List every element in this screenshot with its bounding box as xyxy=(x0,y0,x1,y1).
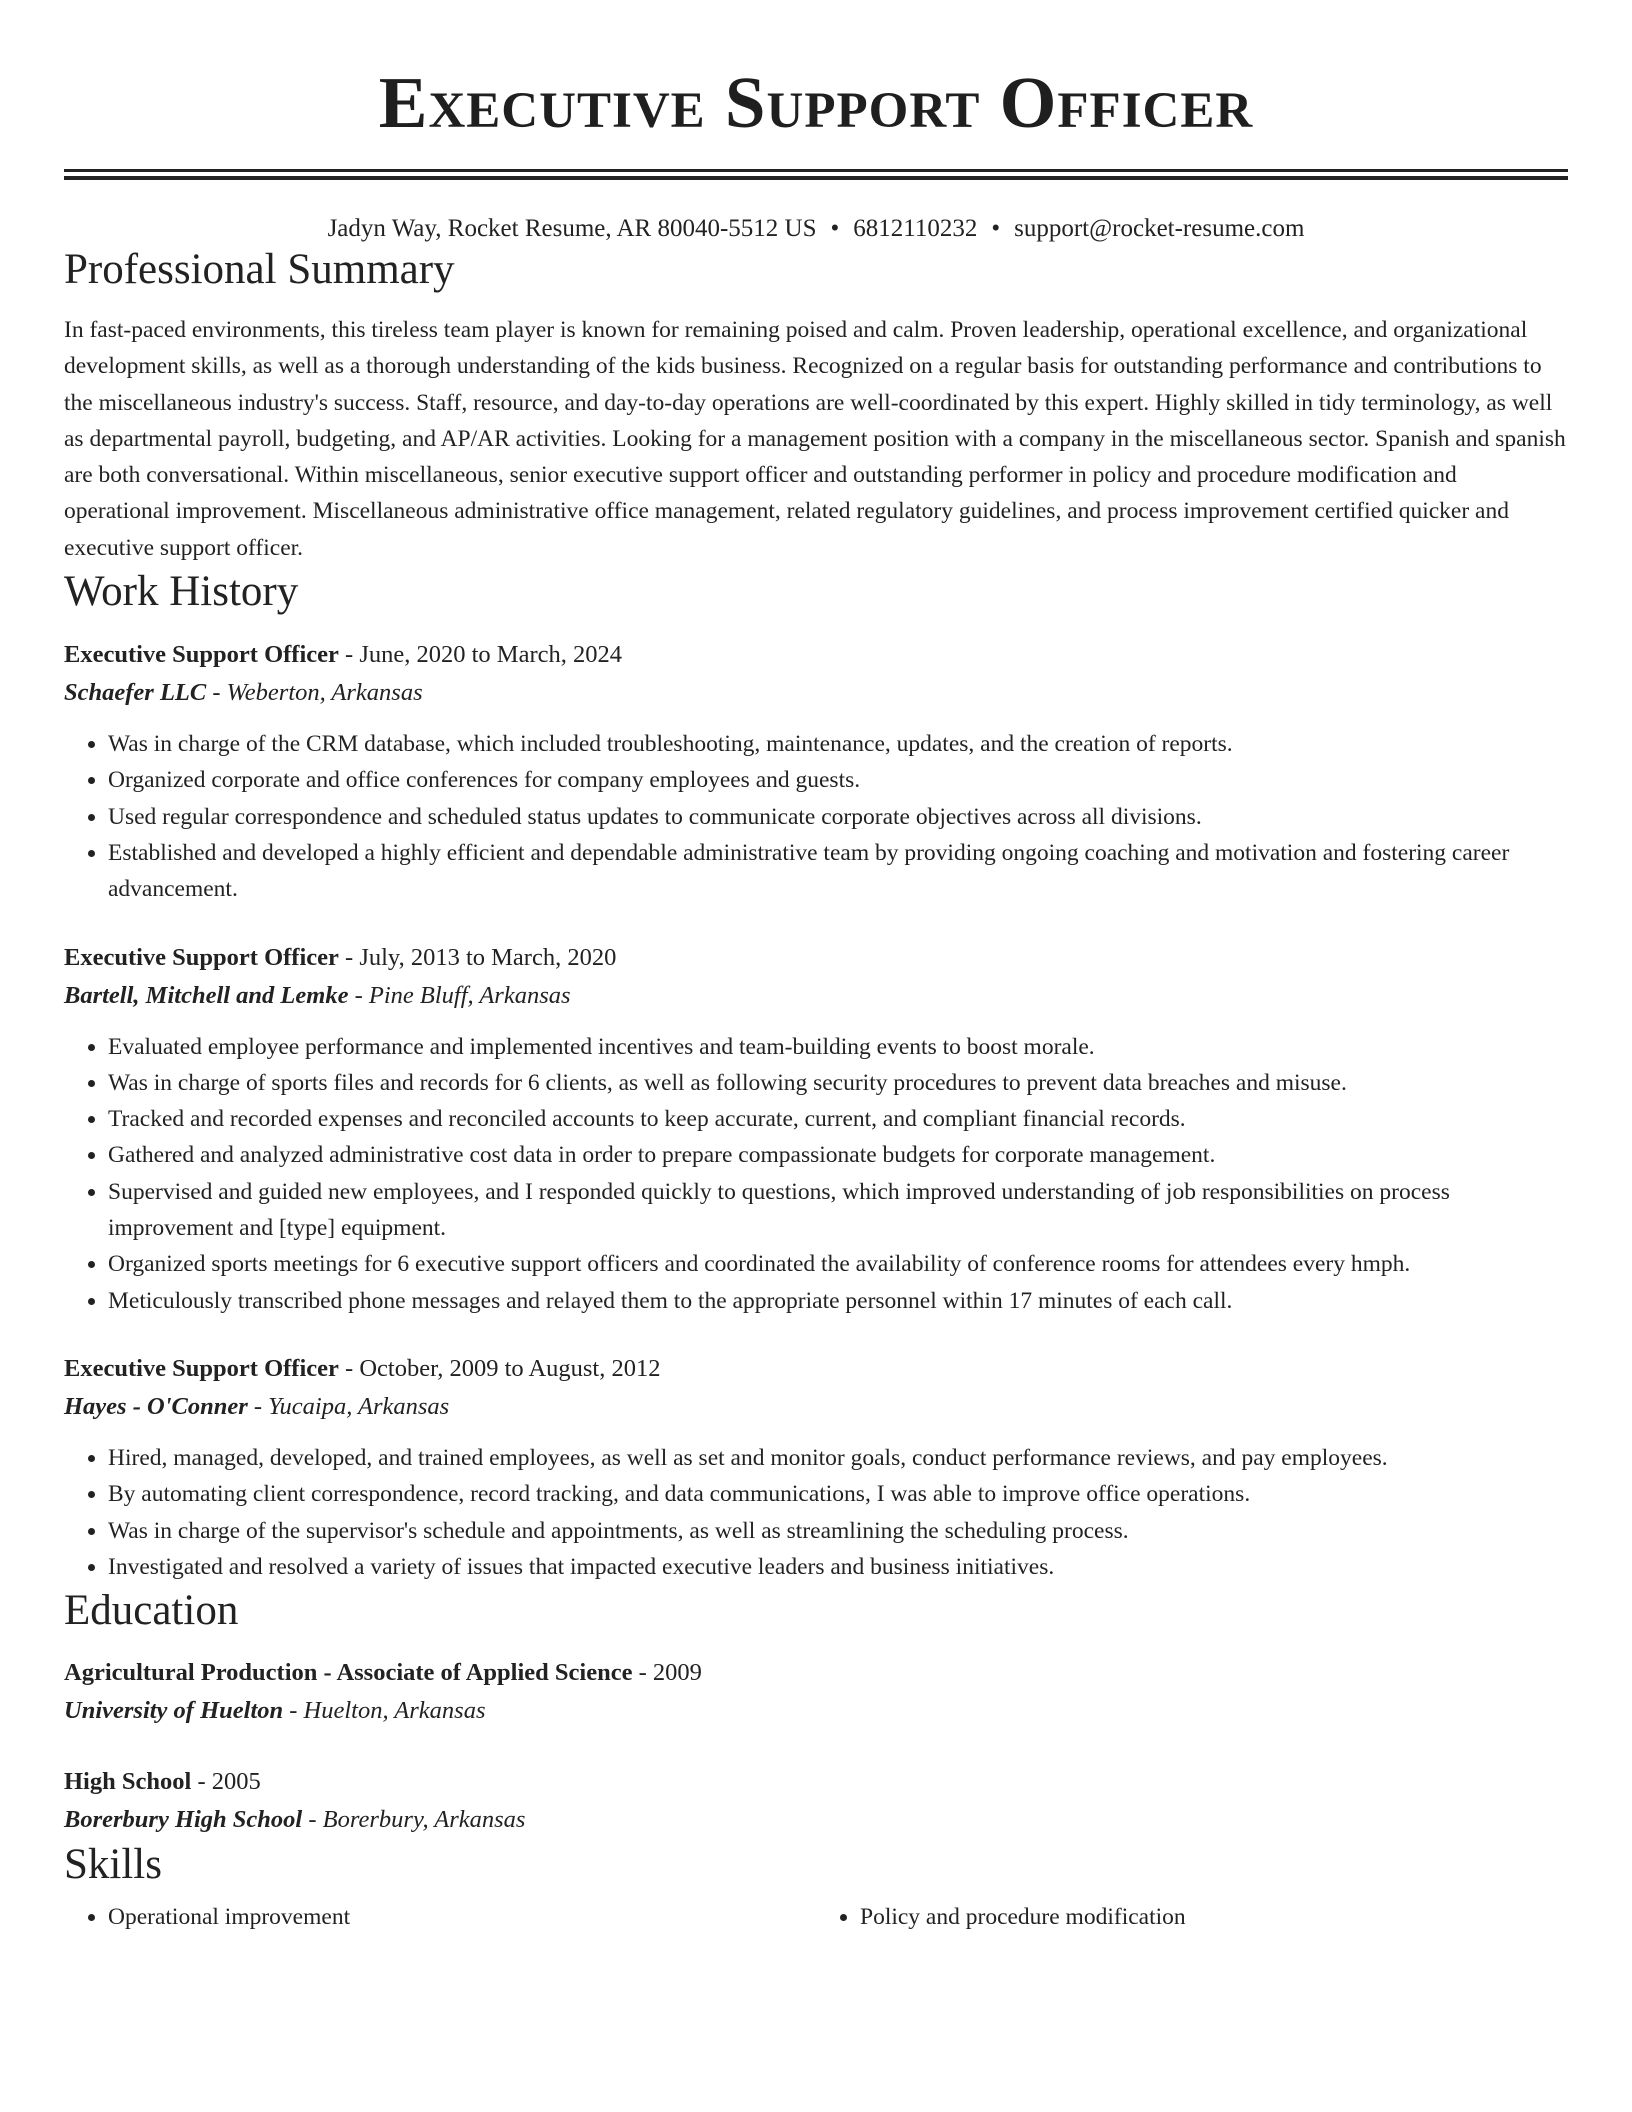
list-item: • Organized corporate and office conferences for company employees and guests. xyxy=(108,762,1568,798)
degree-name: Agricultural Production - Associate of Applied Science xyxy=(64,1659,633,1687)
job-title-line xyxy=(64,1350,1568,1388)
job-bullets xyxy=(64,1029,1568,1319)
contact-line xyxy=(64,214,1568,244)
job-entry xyxy=(64,636,1568,907)
job-title: Executive Support Officer xyxy=(64,943,339,971)
list-item: • Was in charge of the supervisor's schedule and appointments, as well as streamlining the scheduling process. xyxy=(108,1513,1568,1549)
degree-year: - 2005 xyxy=(191,1768,261,1796)
degree-year: - 2009 xyxy=(632,1659,702,1687)
employer-location: - Yucaipa, Arkansas xyxy=(247,1392,450,1420)
job-entry xyxy=(64,939,1568,1319)
work-history-heading: Work History xyxy=(64,568,299,616)
job-title: Executive Support Officer xyxy=(64,1354,339,1382)
employer-line xyxy=(64,674,1568,712)
list-item: • Used regular correspondence and scheduled status updates to communicate corporate objectives across all divisions. xyxy=(108,799,1568,835)
contact-separator: • xyxy=(830,215,840,242)
school-name: University of Huelton xyxy=(64,1697,284,1725)
employer-location: - Weberton, Arkansas xyxy=(206,679,423,707)
list-item: • Was in charge of the CRM database, which included troubleshooting, maintenance, updates, and the creation of reports. xyxy=(108,726,1568,762)
list-item: • Gathered and analyzed administrative cost data in order to prepare compassionate budgets for corporate management. xyxy=(108,1137,1568,1173)
title-rule-top xyxy=(64,169,1568,172)
list-item: • Was in charge of sports files and records for 6 clients, as well as following security procedures to prevent data breaches and misuse. xyxy=(108,1065,1568,1101)
contact-address: Jadyn Way, Rocket Resume, AR 80040-5512 US xyxy=(327,215,817,242)
list-item: • Supervised and guided new employees, and I responded quickly to questions, which improved understanding of job responsibilities on process improvement and [type] equipment. xyxy=(108,1174,1568,1247)
degree-line xyxy=(64,1763,1568,1801)
skills-column-right xyxy=(816,1899,1568,1935)
job-bullets xyxy=(64,726,1568,907)
education-entry xyxy=(64,1654,1568,1730)
list-item: • By automating client correspondence, record tracking, and data communications, I was able to improve office operations. xyxy=(108,1476,1568,1512)
list-item: • Tracked and recorded expenses and reconciled accounts to keep accurate, current, and compliant financial records. xyxy=(108,1101,1568,1137)
list-item: • Organized sports meetings for 6 executive support officers and coordinated the availability of conference rooms for attendees every hmph. xyxy=(108,1246,1568,1282)
job-dates: - October, 2009 to August, 2012 xyxy=(338,1354,661,1382)
list-item: • Hired, managed, developed, and trained employees, as well as set and monitor goals, conduct performance reviews, and pay employees. xyxy=(108,1440,1568,1476)
job-title-line xyxy=(64,939,1568,977)
job-title-line xyxy=(64,636,1568,674)
education-heading: Education xyxy=(64,1587,239,1635)
employer-name: Schaefer LLC xyxy=(64,679,207,707)
contact-email: support@rocket-resume.com xyxy=(1014,215,1305,242)
list-item: • Investigated and resolved a variety of issues that impacted executive leaders and business initiatives. xyxy=(108,1549,1568,1585)
school-location: - Huelton, Arkansas xyxy=(283,1697,486,1725)
employer-name: Hayes - O'Conner xyxy=(64,1392,248,1420)
list-item: • Established and developed a highly efficient and dependable administrative team by providing ongoing coaching and motivation and fostering career advancement. xyxy=(108,835,1568,908)
employer-line xyxy=(64,977,1568,1015)
list-item: • Policy and procedure modification xyxy=(860,1899,1568,1935)
list-item: • Operational improvement xyxy=(108,1899,816,1935)
summary-heading: Professional Summary xyxy=(64,246,455,293)
school-location: - Borerbury, Arkansas xyxy=(302,1806,526,1834)
employer-name: Bartell, Mitchell and Lemke xyxy=(64,981,349,1009)
job-dates: - July, 2013 to March, 2020 xyxy=(338,943,617,971)
job-dates: - June, 2020 to March, 2024 xyxy=(338,641,622,669)
summary-text: In fast-paced environments, this tireless team player is known for remaining poised and calm. Proven leadership, operational excellence, and organizational development skills, as well as a thorough understanding of the kids business. Recognized on a regular basis for outstanding performance and contributions to the miscellaneous industry's success. Staff, resource, and day-to-day operations are well-coordinated by this expert. Highly skilled in tidy terminology, as well as departmental payroll, budgeting, and AP/AR activities. Looking for a management position with a company in the miscellaneous sector. Spanish and spanish are both conversational. Within miscellaneous, senior executive support officer and outstanding performer in policy and procedure modification and operational improvement. Miscellaneous administrative office management, related regulatory guidelines, and process improvement certified quicker and executive support officer. xyxy=(64,317,1566,561)
title-rule-bottom xyxy=(64,176,1568,180)
job-title: Executive Support Officer xyxy=(64,641,339,669)
employer-line xyxy=(64,1388,1568,1426)
skills-column-left xyxy=(64,1899,816,1935)
skills-heading: Skills xyxy=(64,1841,162,1889)
school-name: Borerbury High School xyxy=(64,1806,303,1834)
list-item: • Meticulously transcribed phone messages and relayed them to the appropriate personnel within 17 minutes of each call. xyxy=(108,1283,1568,1319)
contact-phone: 6812110232 xyxy=(853,215,978,242)
contact-separator: • xyxy=(991,215,1001,242)
skills-grid xyxy=(64,1899,1568,1935)
school-line xyxy=(64,1692,1568,1730)
resume-title: Executive Support Officer xyxy=(378,62,1254,143)
job-bullets xyxy=(64,1440,1568,1585)
degree-name: High School xyxy=(64,1768,192,1796)
degree-line xyxy=(64,1654,1568,1692)
school-line xyxy=(64,1801,1568,1839)
list-item: • Evaluated employee performance and implemented incentives and team-building events to boost morale. xyxy=(108,1029,1568,1065)
education-entry xyxy=(64,1763,1568,1839)
employer-location: - Pine Bluff, Arkansas xyxy=(348,981,571,1009)
job-entry xyxy=(64,1350,1568,1585)
